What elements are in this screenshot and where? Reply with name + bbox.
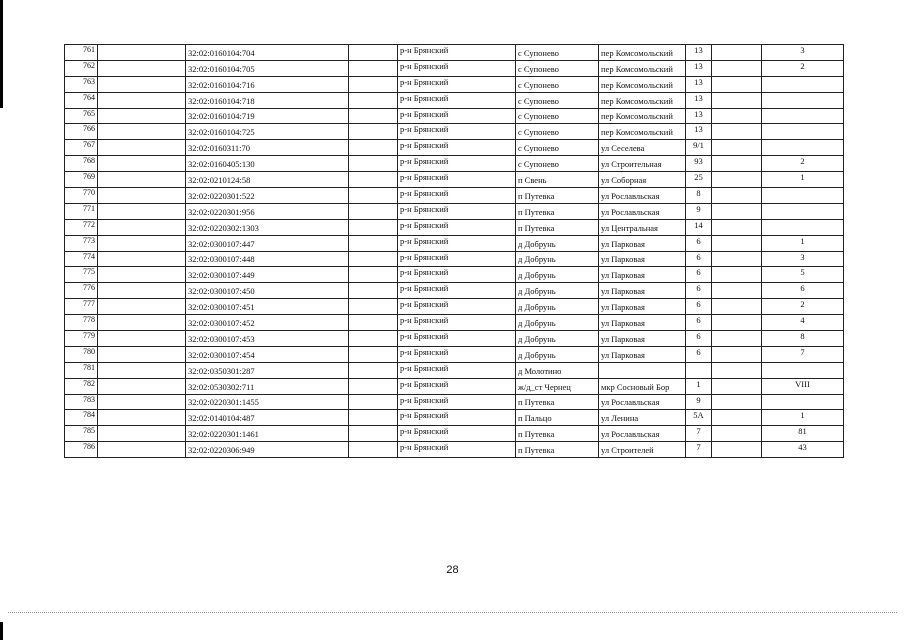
table-row: [65, 442, 844, 458]
street-cell: ул Рославльская: [599, 203, 686, 219]
apartment-cell: [762, 92, 844, 108]
house-number-cell: 13: [686, 92, 712, 108]
bottom-rule: [8, 612, 897, 613]
apartment-cell: 6: [762, 283, 844, 299]
cadastral-number-cell: 32:02:0300107:451: [186, 299, 349, 315]
apartment-cell: [762, 140, 844, 156]
empty-cell: [98, 188, 186, 204]
empty-cell: [349, 92, 398, 108]
empty-cell: [349, 60, 398, 76]
row-number-cell: 782: [65, 378, 98, 394]
row-number-cell: 772: [65, 219, 98, 235]
row-number-cell: 773: [65, 235, 98, 251]
street-cell: ул Центральная: [599, 219, 686, 235]
row-number-cell: 774: [65, 251, 98, 267]
apartment-cell: 81: [762, 426, 844, 442]
empty-cell: [349, 108, 398, 124]
locality-cell: д Добрунь: [516, 235, 599, 251]
district-cell: р-н Брянский: [398, 299, 516, 315]
empty-cell: [712, 267, 762, 283]
table-row: [65, 188, 844, 204]
house-number-cell: 6: [686, 283, 712, 299]
empty-cell: [712, 394, 762, 410]
property-registry-table: [64, 44, 844, 458]
row-number-cell: 766: [65, 124, 98, 140]
locality-cell: д Добрунь: [516, 299, 599, 315]
street-cell: пер Комсомольский: [599, 76, 686, 92]
apartment-cell: 8: [762, 331, 844, 347]
cadastral-number-cell: 32:02:0160311:70: [186, 140, 349, 156]
locality-cell: п Путевка: [516, 188, 599, 204]
empty-cell: [98, 219, 186, 235]
apartment-cell: 1: [762, 235, 844, 251]
empty-cell: [712, 140, 762, 156]
table-row: [65, 394, 844, 410]
district-cell: р-н Брянский: [398, 203, 516, 219]
street-cell: ул Парковая: [599, 235, 686, 251]
street-cell: ул Парковая: [599, 267, 686, 283]
empty-cell: [349, 442, 398, 458]
empty-cell: [98, 315, 186, 331]
table-row: [65, 76, 844, 92]
empty-cell: [712, 124, 762, 140]
house-number-cell: 7: [686, 426, 712, 442]
row-number-cell: 762: [65, 60, 98, 76]
row-number-cell: 764: [65, 92, 98, 108]
apartment-cell: [762, 108, 844, 124]
empty-cell: [98, 203, 186, 219]
table-row: [65, 267, 844, 283]
street-cell: ул Ленина: [599, 410, 686, 426]
empty-cell: [98, 60, 186, 76]
district-cell: р-н Брянский: [398, 188, 516, 204]
empty-cell: [349, 331, 398, 347]
street-cell: ул Парковая: [599, 283, 686, 299]
apartment-cell: 1: [762, 172, 844, 188]
locality-cell: п Путевка: [516, 394, 599, 410]
house-number-cell: 7: [686, 442, 712, 458]
empty-cell: [98, 124, 186, 140]
street-cell: пер Комсомольский: [599, 60, 686, 76]
house-number-cell: 6: [686, 315, 712, 331]
apartment-cell: VIII: [762, 378, 844, 394]
row-number-cell: 783: [65, 394, 98, 410]
empty-cell: [712, 60, 762, 76]
row-number-cell: 768: [65, 156, 98, 172]
district-cell: р-н Брянский: [398, 108, 516, 124]
empty-cell: [712, 283, 762, 299]
apartment-cell: [762, 394, 844, 410]
empty-cell: [98, 108, 186, 124]
apartment-cell: [762, 219, 844, 235]
table-row: [65, 219, 844, 235]
house-number-cell: 14: [686, 219, 712, 235]
house-number-cell: 9: [686, 203, 712, 219]
row-number-cell: 761: [65, 45, 98, 61]
registry-body: [65, 45, 844, 458]
locality-cell: д Молотино: [516, 362, 599, 378]
cadastral-number-cell: 32:02:0160104:719: [186, 108, 349, 124]
row-number-cell: 779: [65, 331, 98, 347]
table-row: [65, 108, 844, 124]
cadastral-number-cell: 32:02:0530302:711: [186, 378, 349, 394]
empty-cell: [98, 45, 186, 61]
empty-cell: [349, 172, 398, 188]
locality-cell: п Путевка: [516, 426, 599, 442]
table-row: [65, 362, 844, 378]
cadastral-number-cell: 32:02:0220301:956: [186, 203, 349, 219]
table-row: [65, 346, 844, 362]
page-number: 28: [446, 564, 459, 576]
cadastral-number-cell: 32:02:0140104:487: [186, 410, 349, 426]
table-row: [65, 378, 844, 394]
locality-cell: с Супонево: [516, 92, 599, 108]
street-cell: [599, 362, 686, 378]
empty-cell: [712, 45, 762, 61]
district-cell: р-н Брянский: [398, 251, 516, 267]
table-row: [65, 45, 844, 61]
locality-cell: с Супонево: [516, 124, 599, 140]
empty-cell: [98, 378, 186, 394]
locality-cell: д Добрунь: [516, 346, 599, 362]
cadastral-number-cell: 32:02:0160104:716: [186, 76, 349, 92]
street-cell: ул Соборная: [599, 172, 686, 188]
locality-cell: с Супонево: [516, 108, 599, 124]
district-cell: р-н Брянский: [398, 92, 516, 108]
empty-cell: [712, 315, 762, 331]
locality-cell: д Добрунь: [516, 331, 599, 347]
table-row: [65, 156, 844, 172]
street-cell: мкр Сосновый Бор: [599, 378, 686, 394]
row-number-cell: 765: [65, 108, 98, 124]
cadastral-number-cell: 32:02:0160104:704: [186, 45, 349, 61]
empty-cell: [98, 156, 186, 172]
empty-cell: [98, 426, 186, 442]
cadastral-number-cell: 32:02:0160104:718: [186, 92, 349, 108]
cadastral-number-cell: 32:02:0220301:1461: [186, 426, 349, 442]
district-cell: р-н Брянский: [398, 235, 516, 251]
empty-cell: [349, 410, 398, 426]
row-number-cell: 784: [65, 410, 98, 426]
empty-cell: [349, 45, 398, 61]
row-number-cell: 767: [65, 140, 98, 156]
apartment-cell: 4: [762, 315, 844, 331]
house-number-cell: 93: [686, 156, 712, 172]
house-number-cell: [686, 362, 712, 378]
cadastral-number-cell: 32:02:0300107:448: [186, 251, 349, 267]
locality-cell: д Добрунь: [516, 267, 599, 283]
table-row: [65, 60, 844, 76]
row-number-cell: 785: [65, 426, 98, 442]
locality-cell: с Супонево: [516, 45, 599, 61]
empty-cell: [98, 346, 186, 362]
table-row: [65, 410, 844, 426]
apartment-cell: 1: [762, 410, 844, 426]
empty-cell: [98, 299, 186, 315]
empty-cell: [349, 140, 398, 156]
cadastral-number-cell: 32:02:0300107:453: [186, 331, 349, 347]
row-number-cell: 776: [65, 283, 98, 299]
street-cell: пер Комсомольский: [599, 45, 686, 61]
district-cell: р-н Брянский: [398, 331, 516, 347]
house-number-cell: 9/1: [686, 140, 712, 156]
cadastral-number-cell: 32:02:0220302:1303: [186, 219, 349, 235]
locality-cell: п Путевка: [516, 219, 599, 235]
empty-cell: [712, 203, 762, 219]
empty-cell: [712, 426, 762, 442]
left-margin-bar: [0, 0, 3, 108]
district-cell: р-н Брянский: [398, 315, 516, 331]
locality-cell: д Добрунь: [516, 251, 599, 267]
table-row: [65, 235, 844, 251]
empty-cell: [712, 156, 762, 172]
empty-cell: [349, 156, 398, 172]
street-cell: ул Строителей: [599, 442, 686, 458]
cadastral-number-cell: 32:02:0160104:725: [186, 124, 349, 140]
table-row: [65, 172, 844, 188]
row-number-cell: 771: [65, 203, 98, 219]
empty-cell: [712, 76, 762, 92]
street-cell: ул Парковая: [599, 251, 686, 267]
apartment-cell: 3: [762, 45, 844, 61]
empty-cell: [98, 172, 186, 188]
district-cell: р-н Брянский: [398, 267, 516, 283]
house-number-cell: 6: [686, 251, 712, 267]
table-row: [65, 92, 844, 108]
house-number-cell: 6: [686, 235, 712, 251]
apartment-cell: 43: [762, 442, 844, 458]
locality-cell: п Путевка: [516, 442, 599, 458]
street-cell: ул Рославльская: [599, 394, 686, 410]
cadastral-number-cell: 32:02:0300107:449: [186, 267, 349, 283]
cadastral-number-cell: 32:02:0300107:454: [186, 346, 349, 362]
empty-cell: [349, 283, 398, 299]
locality-cell: п Свень: [516, 172, 599, 188]
house-number-cell: 5А: [686, 410, 712, 426]
street-cell: пер Комсомольский: [599, 124, 686, 140]
cadastral-number-cell: 32:02:0220301:1455: [186, 394, 349, 410]
cadastral-number-cell: 32:02:0300107:452: [186, 315, 349, 331]
district-cell: р-н Брянский: [398, 140, 516, 156]
locality-cell: с Супонево: [516, 76, 599, 92]
house-number-cell: 13: [686, 124, 712, 140]
district-cell: р-н Брянский: [398, 394, 516, 410]
street-cell: ул Строительная: [599, 156, 686, 172]
locality-cell: с Супонево: [516, 156, 599, 172]
locality-cell: д Добрунь: [516, 283, 599, 299]
table-row: [65, 140, 844, 156]
house-number-cell: 9: [686, 394, 712, 410]
table-row: [65, 251, 844, 267]
row-number-cell: 780: [65, 346, 98, 362]
district-cell: р-н Брянский: [398, 156, 516, 172]
house-number-cell: 6: [686, 331, 712, 347]
empty-cell: [98, 92, 186, 108]
empty-cell: [349, 378, 398, 394]
table-row: [65, 124, 844, 140]
empty-cell: [712, 251, 762, 267]
empty-cell: [712, 442, 762, 458]
cadastral-number-cell: 32:02:0160104:705: [186, 60, 349, 76]
apartment-cell: 2: [762, 60, 844, 76]
empty-cell: [98, 76, 186, 92]
empty-cell: [712, 346, 762, 362]
empty-cell: [349, 299, 398, 315]
row-number-cell: 778: [65, 315, 98, 331]
empty-cell: [98, 251, 186, 267]
street-cell: ул Парковая: [599, 331, 686, 347]
empty-cell: [349, 76, 398, 92]
row-number-cell: 769: [65, 172, 98, 188]
table-row: [65, 203, 844, 219]
empty-cell: [349, 235, 398, 251]
street-cell: ул Рославльская: [599, 188, 686, 204]
empty-cell: [98, 235, 186, 251]
empty-cell: [349, 346, 398, 362]
locality-cell: с Супонево: [516, 60, 599, 76]
row-number-cell: 781: [65, 362, 98, 378]
apartment-cell: [762, 362, 844, 378]
district-cell: р-н Брянский: [398, 362, 516, 378]
house-number-cell: 6: [686, 346, 712, 362]
street-cell: ул Сеселева: [599, 140, 686, 156]
table-row: [65, 331, 844, 347]
empty-cell: [712, 362, 762, 378]
cadastral-number-cell: 32:02:0160405:130: [186, 156, 349, 172]
empty-cell: [98, 410, 186, 426]
street-cell: ул Парковая: [599, 315, 686, 331]
district-cell: р-н Брянский: [398, 172, 516, 188]
street-cell: ул Рославльская: [599, 426, 686, 442]
apartment-cell: 5: [762, 267, 844, 283]
locality-cell: ж/д_ст Чернец: [516, 378, 599, 394]
cadastral-number-cell: 32:02:0210124:58: [186, 172, 349, 188]
table-row: [65, 315, 844, 331]
row-number-cell: 770: [65, 188, 98, 204]
left-margin-bar-bottom: [0, 622, 3, 640]
table-row: [65, 299, 844, 315]
district-cell: р-н Брянский: [398, 60, 516, 76]
apartment-cell: [762, 124, 844, 140]
empty-cell: [349, 251, 398, 267]
cadastral-number-cell: 32:02:0220306:949: [186, 442, 349, 458]
district-cell: р-н Брянский: [398, 442, 516, 458]
row-number-cell: 763: [65, 76, 98, 92]
house-number-cell: 8: [686, 188, 712, 204]
empty-cell: [98, 267, 186, 283]
empty-cell: [712, 172, 762, 188]
table-row: [65, 426, 844, 442]
empty-cell: [712, 378, 762, 394]
empty-cell: [349, 203, 398, 219]
empty-cell: [98, 442, 186, 458]
apartment-cell: 7: [762, 346, 844, 362]
apartment-cell: [762, 188, 844, 204]
cadastral-number-cell: 32:02:0300107:447: [186, 235, 349, 251]
district-cell: р-н Брянский: [398, 76, 516, 92]
district-cell: р-н Брянский: [398, 410, 516, 426]
row-number-cell: 775: [65, 267, 98, 283]
empty-cell: [349, 267, 398, 283]
row-number-cell: 786: [65, 442, 98, 458]
empty-cell: [712, 235, 762, 251]
locality-cell: с Супонево: [516, 140, 599, 156]
house-number-cell: 13: [686, 60, 712, 76]
empty-cell: [712, 219, 762, 235]
apartment-cell: [762, 203, 844, 219]
empty-cell: [349, 188, 398, 204]
house-number-cell: 6: [686, 299, 712, 315]
apartment-cell: 3: [762, 251, 844, 267]
district-cell: р-н Брянский: [398, 45, 516, 61]
empty-cell: [349, 362, 398, 378]
cadastral-number-cell: 32:02:0220301:522: [186, 188, 349, 204]
house-number-cell: 1: [686, 378, 712, 394]
house-number-cell: 13: [686, 45, 712, 61]
empty-cell: [712, 92, 762, 108]
street-cell: пер Комсомольский: [599, 92, 686, 108]
cadastral-number-cell: 32:02:0300107:450: [186, 283, 349, 299]
district-cell: р-н Брянский: [398, 426, 516, 442]
house-number-cell: 25: [686, 172, 712, 188]
locality-cell: д Добрунь: [516, 315, 599, 331]
locality-cell: п Пальцо: [516, 410, 599, 426]
locality-cell: п Путевка: [516, 203, 599, 219]
district-cell: р-н Брянский: [398, 283, 516, 299]
apartment-cell: [762, 76, 844, 92]
empty-cell: [349, 219, 398, 235]
district-cell: р-н Брянский: [398, 346, 516, 362]
cadastral-number-cell: 32:02:0350301:287: [186, 362, 349, 378]
empty-cell: [349, 315, 398, 331]
house-number-cell: 13: [686, 76, 712, 92]
apartment-cell: 2: [762, 156, 844, 172]
house-number-cell: 6: [686, 267, 712, 283]
empty-cell: [349, 426, 398, 442]
house-number-cell: 13: [686, 108, 712, 124]
district-cell: р-н Брянский: [398, 378, 516, 394]
street-cell: пер Комсомольский: [599, 108, 686, 124]
empty-cell: [98, 362, 186, 378]
empty-cell: [349, 394, 398, 410]
apartment-cell: 2: [762, 299, 844, 315]
district-cell: р-н Брянский: [398, 124, 516, 140]
empty-cell: [712, 299, 762, 315]
district-cell: р-н Брянский: [398, 219, 516, 235]
empty-cell: [98, 283, 186, 299]
row-number-cell: 777: [65, 299, 98, 315]
empty-cell: [712, 108, 762, 124]
empty-cell: [349, 124, 398, 140]
empty-cell: [98, 331, 186, 347]
empty-cell: [98, 394, 186, 410]
empty-cell: [712, 331, 762, 347]
empty-cell: [712, 410, 762, 426]
empty-cell: [98, 140, 186, 156]
empty-cell: [712, 188, 762, 204]
street-cell: ул Парковая: [599, 299, 686, 315]
table-row: [65, 283, 844, 299]
street-cell: ул Парковая: [599, 346, 686, 362]
